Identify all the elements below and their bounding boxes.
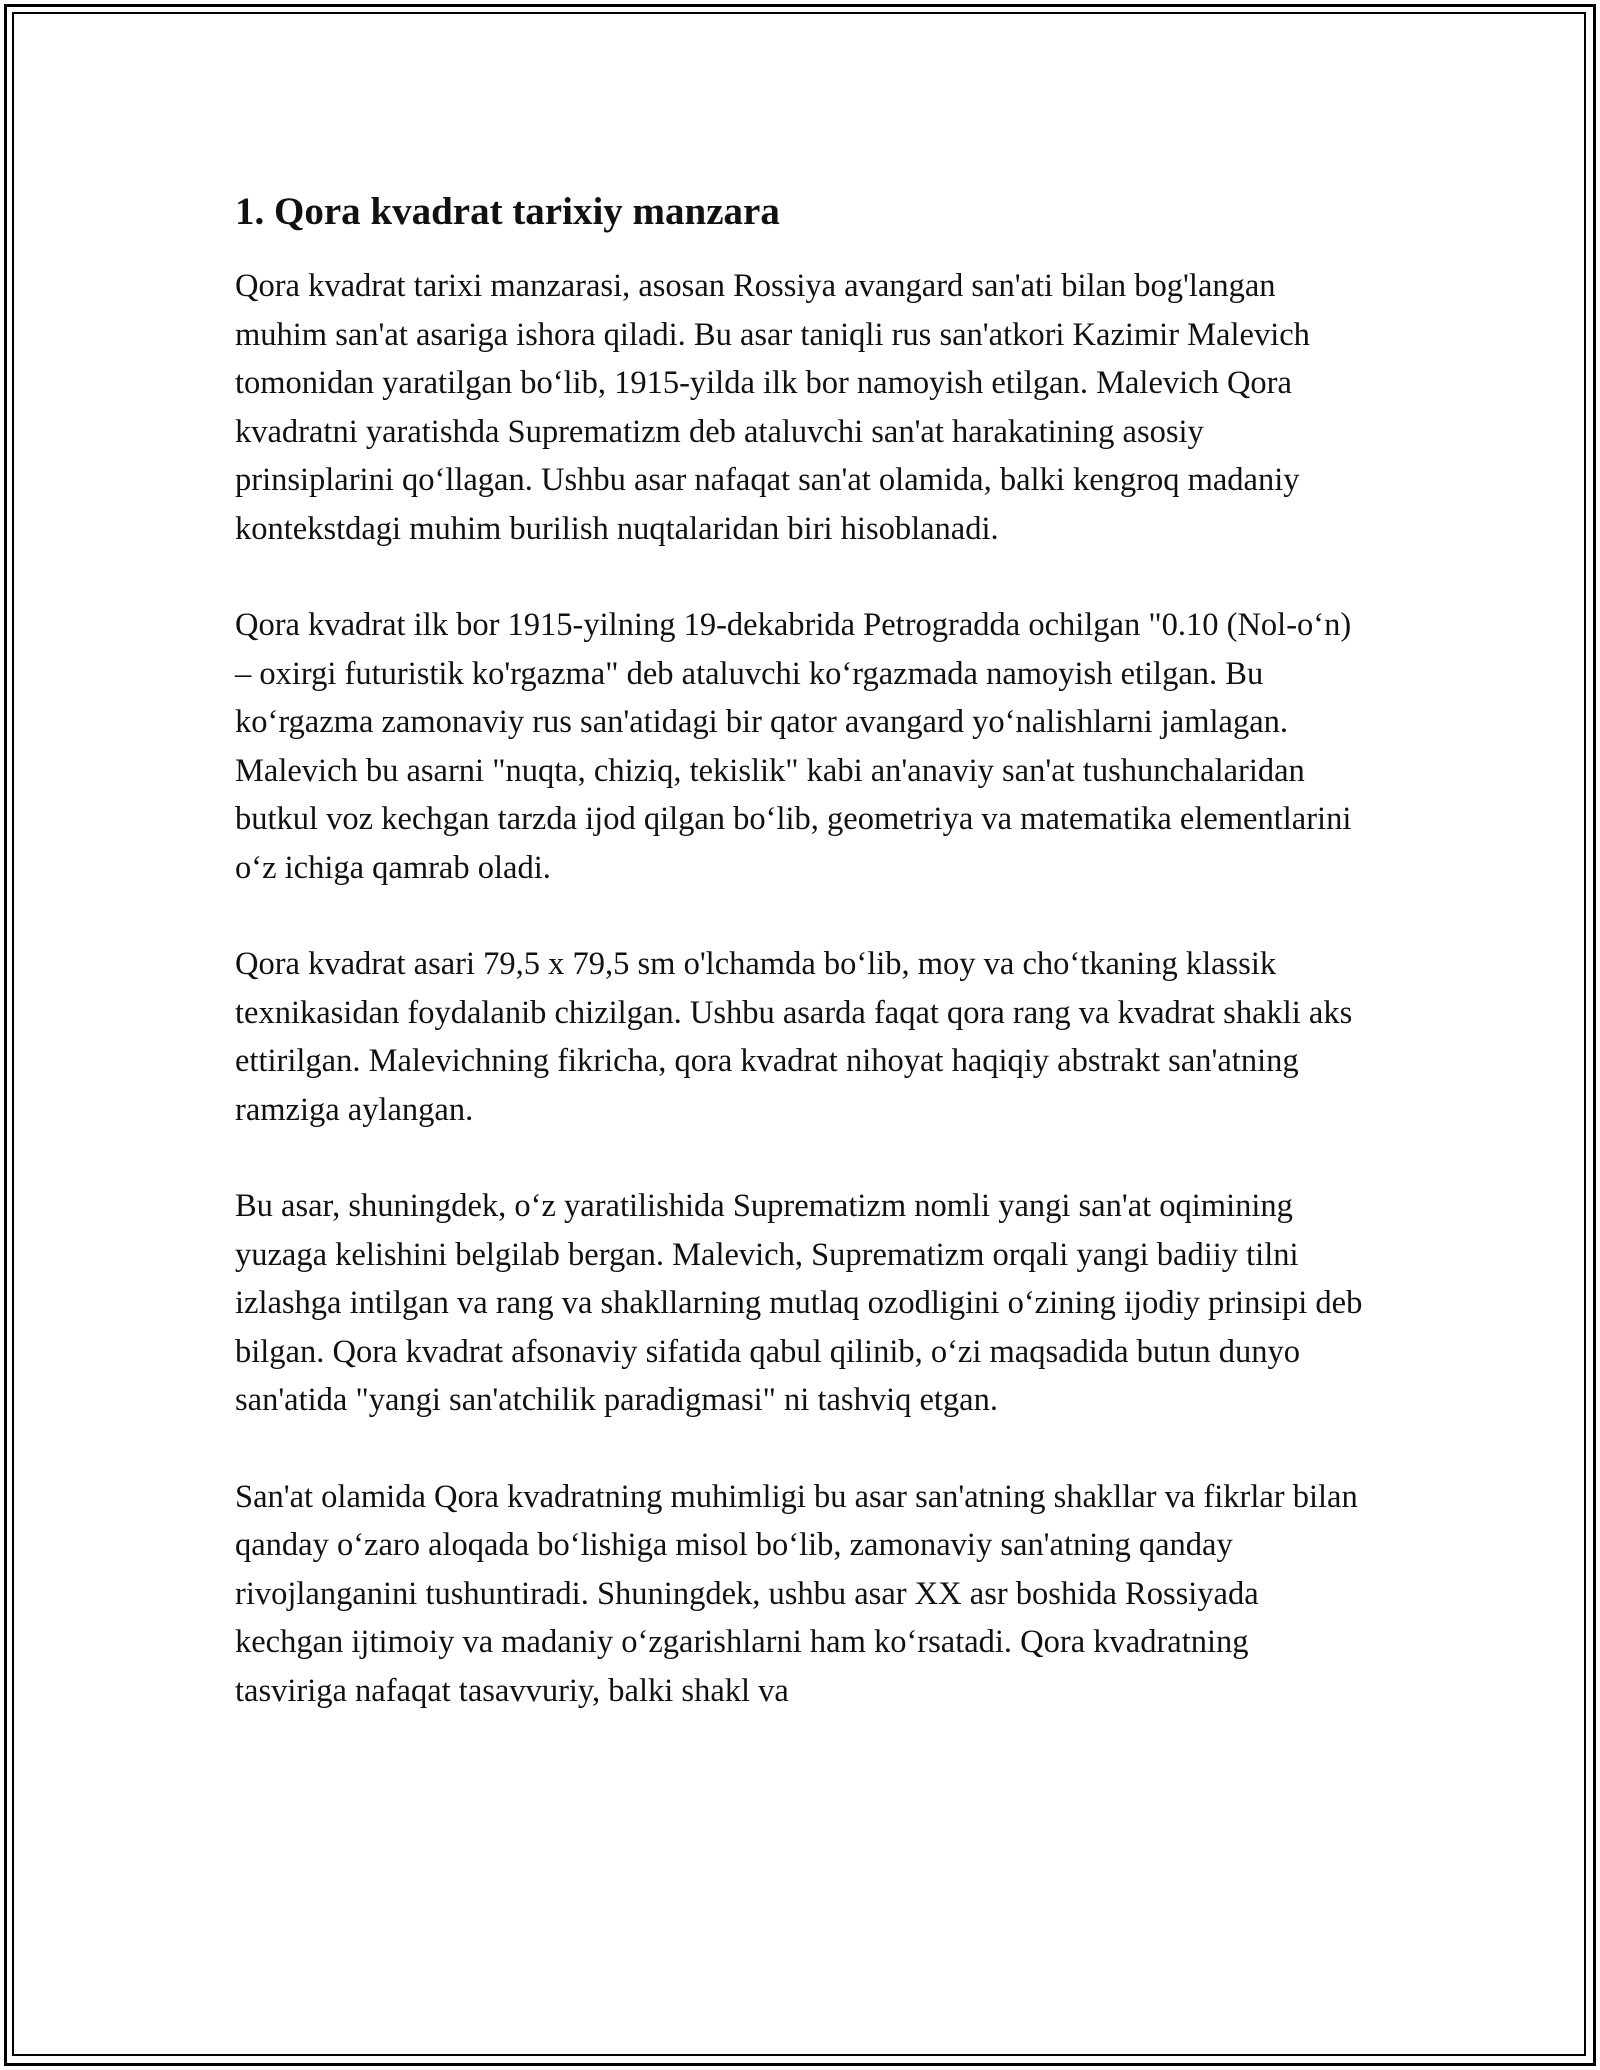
paragraph-1: Qora kvadrat tarixi manzarasi, asosan Rossiya avangard san'ati bilan bog'langan muhim san'at asariga ishora qiladi. Bu asar taniqli rus san'atkori Kazimir Malevich tomonidan yaratilgan bo‘lib, 1915-yilda ilk bor namoyish etilgan. Malevich Qora kvadratni yaratishda Suprematizm deb ataluvchi san'at harakatining asosiy prinsiplarini qo‘llagan. Ushbu asar nafaqat san'at olamida, balki kengroq madaniy kontekstdagi muhim burilish nuqtalaridan biri hisoblanadi. <box>235 268 1310 547</box>
paragraph-2: Qora kvadrat ilk bor 1915-yilning 19-dekabrida Petrogradda ochilgan "0.10 (Nol-o‘n) – oxirgi futuristik ko'rgazma" deb ataluvchi ko‘rgazmada namoyish etilgan. Bu ko‘rgazma zamonaviy rus san'atidagi bir qator avangard yo‘nalishlarni jamlagan. Malevich bu asarni "nuqta, chiziq, tekislik" kabi an'anaviy san'at tushunchalaridan butkul voz kechgan tarzda ijod qilgan bo‘lib, geometriya va matematika elementlarini o‘z ichiga qamrab oladi. <box>235 607 1352 886</box>
paragraph-3: Qora kvadrat asari 79,5 x 79,5 sm o'lchamda bo‘lib, moy va cho‘tkaning klassik texnikasidan foydalanib chizilgan. Ushbu asarda faqat qora rang va kvadrat shakli aks ettirilgan. Malevichning fikricha, qora kvadrat nihoyat haqiqiy abstrakt san'atning ramziga aylangan. <box>235 946 1353 1128</box>
document-body <box>235 186 1365 1763</box>
paragraph-4: Bu asar, shuningdek, o‘z yaratilishida Suprematizm nomli yangi san'at oqimining yuzaga kelishini belgilab bergan. Malevich, Suprematizm orqali yangi badiiy tilni izlashga intilgan va rang va shakllarning mutlaq ozodligini o‘zining ijodiy prinsipi deb bilgan. Qora kvadrat afsonaviy sifatida qabul qilinib, o‘zi maqsadida butun dunyo san'atida "yangi san'atchilik paradigmasi" ni tashviq etgan. <box>235 1188 1363 1418</box>
section-heading: 1. Qora kvadrat tarixiy manzara <box>235 190 780 233</box>
paragraph-5: San'at olamida Qora kvadratning muhimligi bu asar san'atning shakllar va fikrlar bilan qanday o‘zaro aloqada bo‘lishiga misol bo‘lib, zamonaviy san'atning qanday rivojlanganini tushuntiradi. Shuningdek, ushbu asar XX asr boshida Rossiyada kechgan ijtimoiy va madaniy o‘zgarishlarni ham ko‘rsatadi. Qora kvadratning tasviriga nafaqat tasavvuriy, balki shakl va <box>235 1478 1358 1709</box>
